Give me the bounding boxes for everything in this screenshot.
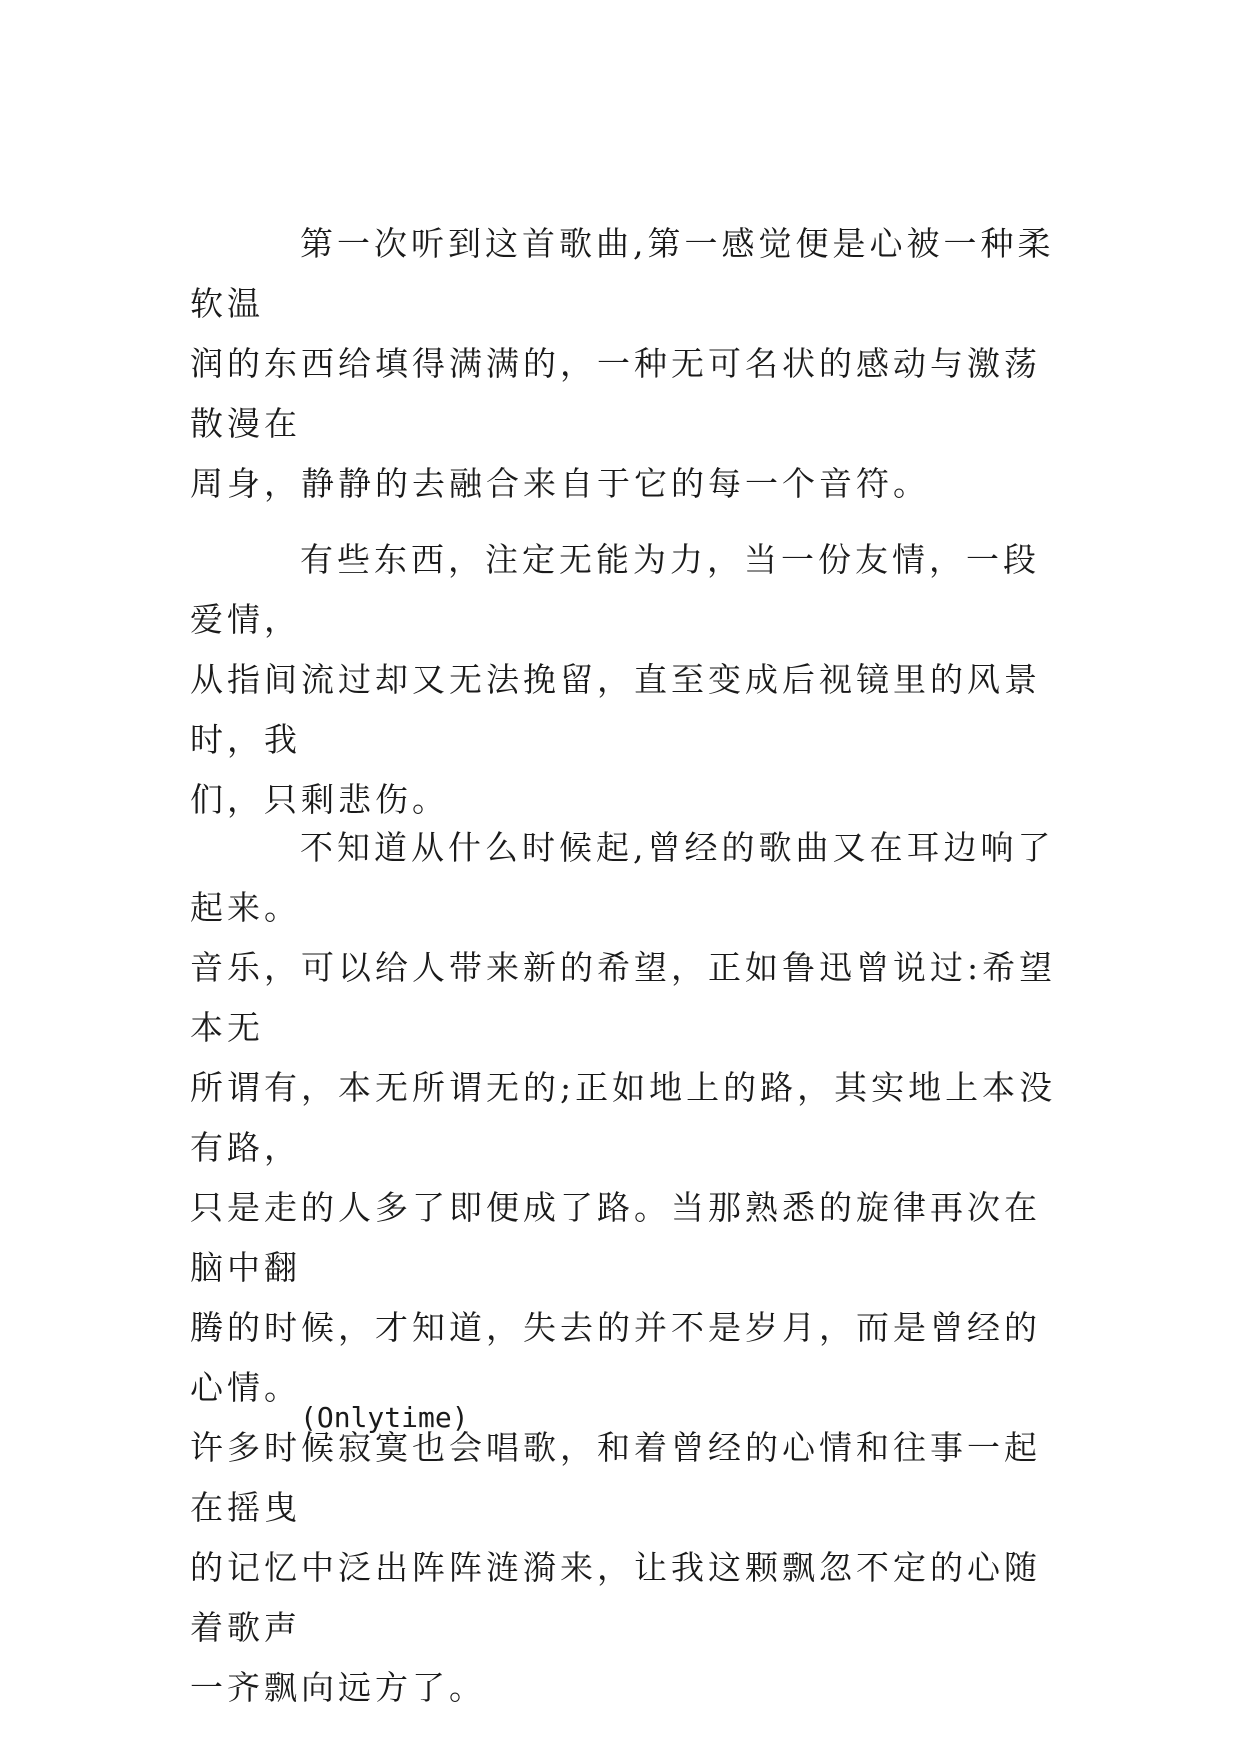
paragraph-first-listen: 第一次听到这首歌曲,第一感觉便是心被一种柔软温 润的东西给填得满满的，一种无可名状的感动与激荡散漫在 周身，静静的去融合来自于它的每一个音符。 [190, 224, 1055, 503]
paragraph-music-hope: 不知道从什么时候起,曾经的歌曲又在耳边响了起来。 音乐，可以给人带来新的希望，正如鲁迅曾说过:希望本无 所谓有，本无所谓无的;正如地上的路，其实地上本没有路， 只是走的人多了即便成了路。当那熟悉的旋律再次在脑中翻 腾的时候，才知道，失去的并不是岁月，而是曾经的心情。 许多时候寂寞也会唱歌，和着曾经的心情和往事一起在摇曳 的记忆中泛出阵阵涟漪来，让我这颗飘忽不定的心随着歌声 一齐飘向远方了。 [190, 828, 1057, 1707]
paragraph-friendship-love: 有些东西，注定无能为力，当一份友情，一段爱情， 从指间流过却又无法挽留，直至变成后视镜里的风景时，我 们，只剩悲伤。 [190, 540, 1041, 819]
song-title: (Onlytime) [300, 1401, 469, 1434]
